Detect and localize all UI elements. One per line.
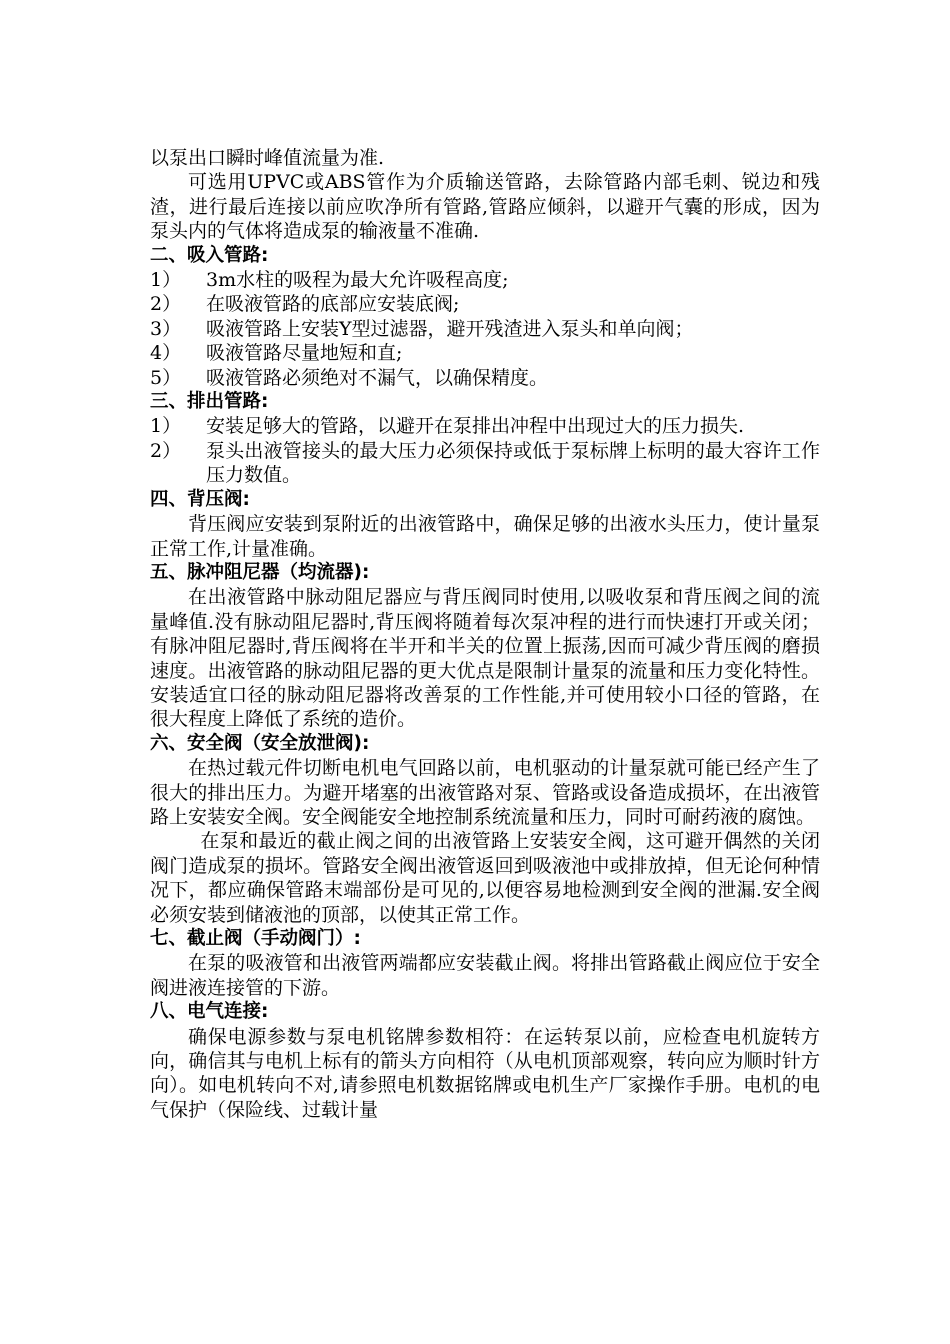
list-item [150,292,820,316]
list-item [150,414,820,438]
section-heading-pulsation-dampener: 五、脉冲阻尼器（均流器): [150,561,370,583]
list-number: 1） [150,415,182,438]
list-text: 吸液管路必须绝对不漏气，以确保精度。 [206,366,549,389]
list-item [150,317,820,341]
list-number: 5） [150,366,182,389]
section-heading-discharge: 三、排出管路: [150,391,269,413]
list-text: 吸液管路尽量地短和直; [206,342,403,365]
paragraph: 在热过载元件切断电机电气回路以前，电机驱动的计量泵就可能已经产生了很大的排出压力。为避开堵塞的出液管路对泵、管路或设备造成损坏，在出液管路上安装安全阀。安全阀能安全地控制系统流量和压力，同时可耐药液的腐蚀。 [150,757,820,828]
paragraph: 确保电源参数与泵电机铭牌参数相符：在运转泵以前，应检查电机旋转方向，确信其与电机上标有的箭头方向相符（从电机顶部观察，转向应为顺时针方向）。如电机转向不对,请参照电机数据铭牌或电机生产厂家操作手册。电机的电气保护（保险线、过载计量 [150,1025,820,1121]
document-page [150,146,820,1122]
intro-line: 以泵出口瞬时峰值流量为准. [150,147,385,169]
section-heading-shutoff-valve: 七、截止阀（手动阀门）: [150,928,361,949]
paragraph: 在泵的吸液管和出液管两端都应安装截止阀。将排出管路截止阀应位于安全阀进液连接管的下游。 [150,952,820,999]
section-heading-electrical: 八、电气连接: [150,1001,269,1023]
list-text: 在吸液管路的底部应安装底阀; [206,293,460,316]
section-heading-safety-valve: 六、安全阀（安全放泄阀): [150,732,370,754]
list-item [150,439,820,488]
list-number: 4） [150,342,182,365]
paragraph: 在泵和最近的截止阀之间的出液管路上安装安全阀，这可避开偶然的关闭阀门造成泵的损坏。管路安全阀出液管返回到吸液池中或排放掉，但无论何种情况下，都应确保管路末端部份是可见的,以便容易地检测到安全阀的泄漏.安全阀必须安装到储液池的顶部，以使其正常工作。 [150,830,820,926]
list-number: 1） [150,269,182,292]
list-item [150,268,820,292]
list-text: 3m水柱的吸程为最大允许吸程高度; [206,269,509,292]
paragraph: 背压阀应安装到泵附近的出液管路中，确保足够的出液水头压力，使计量泵正常工作,计量准确。 [150,513,820,560]
section-heading-suction: 二、吸入管路: [150,244,269,266]
list-number: 3） [150,317,182,340]
list-text: 安装足够大的管路，以避开在泵排出冲程中出现过大的压力损失. [206,415,745,438]
list-item [150,341,820,365]
list-number: 2） [150,293,182,316]
list-number: 2） [150,439,182,462]
list-text: 吸液管路上安装Y型过滤器，避开残渣进入泵头和单向阀； [206,317,694,340]
intro-paragraph: 可选用UPVC或ABS管作为介质输送管路，去除管路内部毛刺、锐边和残渣，进行最后连接以前应吹净所有管路,管路应倾斜，以避开气囊的形成，因为泵头内的气体将造成泵的输液量不准确. [150,171,820,243]
list-item [150,366,820,390]
paragraph: 在出液管路中脉动阻尼器应与背压阀同时使用,以吸收泵和背压阀之间的流量峰值.没有脉动阻尼器时,背压阀将随着每次泵冲程的进行而快速打开或关闭；有脉冲阻尼器时,背压阀将在半开和半关的位置上振荡,因而可减少背压阀的磨损速度。出液管路的脉动阻尼器的更大优点是限制计量泵的流量和压力变化特性。安装适宜口径的脉动阻尼器将改善泵的工作性能,并可使用较小口径的管路，在很大程度上降低了系统的造价。 [150,586,820,731]
list-text: 泵头出液管接头的最大压力必须保持或低于泵标牌上标明的最大容许工作压力数值。 [206,439,820,487]
section-heading-back-pressure-valve: 四、背压阀: [150,488,250,510]
